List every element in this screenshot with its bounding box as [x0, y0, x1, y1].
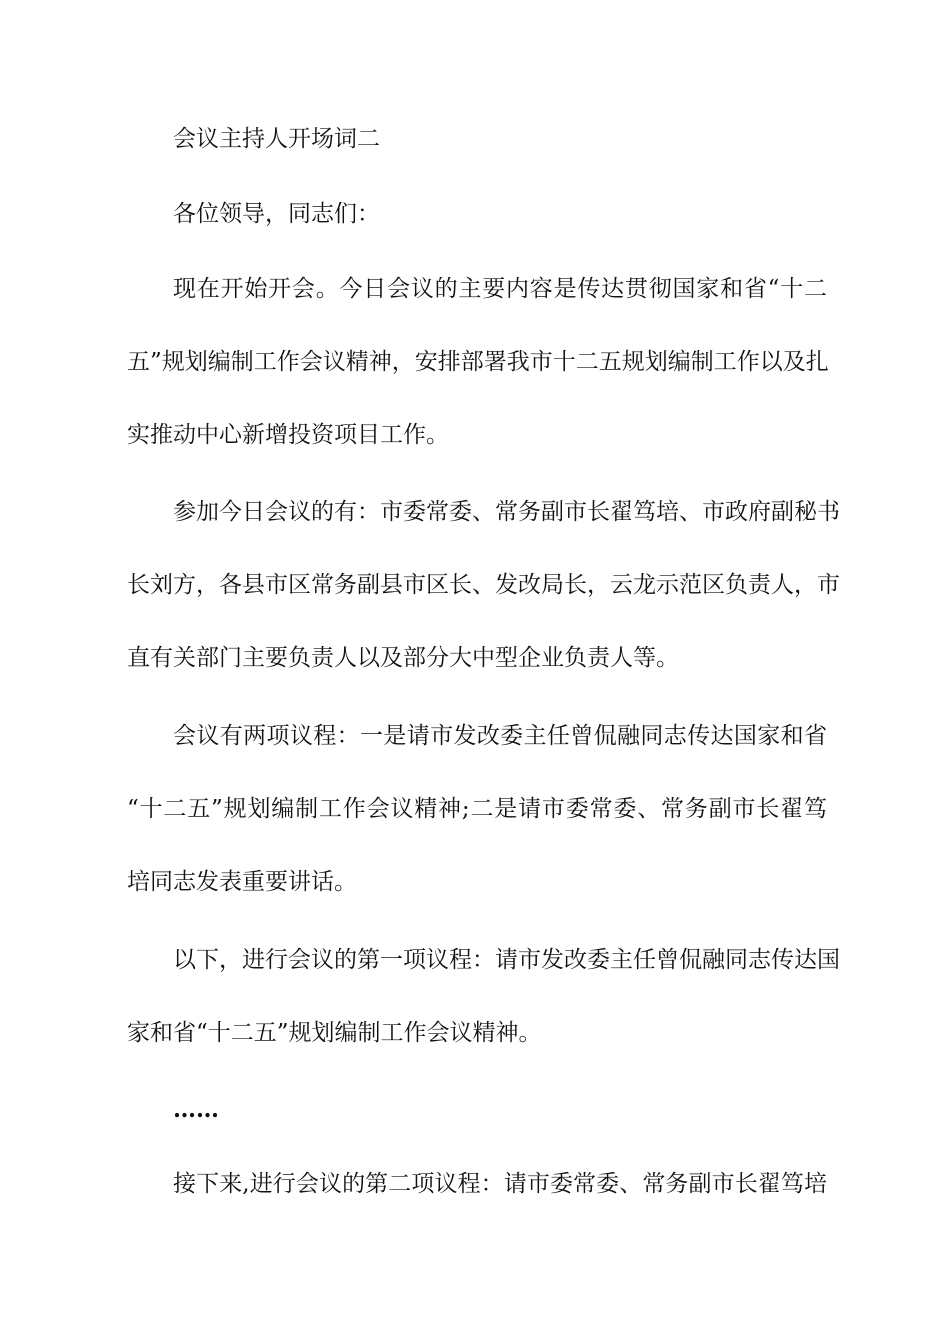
paragraph-line: 五”规划编制工作会议精神，安排部署我市十二五规划编制工作以及扎	[127, 349, 829, 375]
paragraph-attendees	[127, 497, 840, 716]
paragraph-second-item	[127, 1169, 827, 1242]
paragraph-line: “十二五”规划编制工作会议精神;二是请市委常委、常务副市长翟笃	[127, 796, 827, 822]
paragraph-line: 以下，进行会议的第一项议程：请市发改委主任曾侃融同志传达国	[173, 947, 840, 973]
paragraph-line: 直有关部门主要负责人以及部分大中型企业负责人等。	[127, 645, 679, 671]
paragraph-line: 长刘方，各县市区常务副县市区长、发改局长，云龙示范区负责人，市	[127, 572, 840, 598]
paragraph-line: 培同志发表重要讲话。	[127, 869, 357, 895]
paragraph-first-item	[127, 945, 840, 1091]
paragraph-line: 会议有两项议程：一是请市发改委主任曾侃融同志传达国家和省	[173, 723, 827, 749]
greeting-line: 各位领导，同志们：	[173, 201, 380, 227]
paragraph-line: 家和省“十二五”规划编制工作会议精神。	[127, 1020, 542, 1046]
paragraph-agenda	[127, 721, 827, 940]
paragraph-line: 接下来,进行会议的第二项议程：请市委常委、常务副市长翟笃培	[173, 1171, 827, 1197]
ellipsis-line: ……	[173, 1096, 219, 1123]
paragraph-opening	[127, 274, 827, 493]
paragraph-line: 现在开始开会。今日会议的主要内容是传达贯彻国家和省“十二	[173, 276, 827, 302]
document-title: 会议主持人开场词二	[173, 126, 380, 152]
paragraph-line: 参加今日会议的有：市委常委、常务副市长翟笃培、市政府副秘书	[173, 499, 840, 525]
paragraph-line: 实推动中心新增投资项目工作。	[127, 422, 449, 448]
